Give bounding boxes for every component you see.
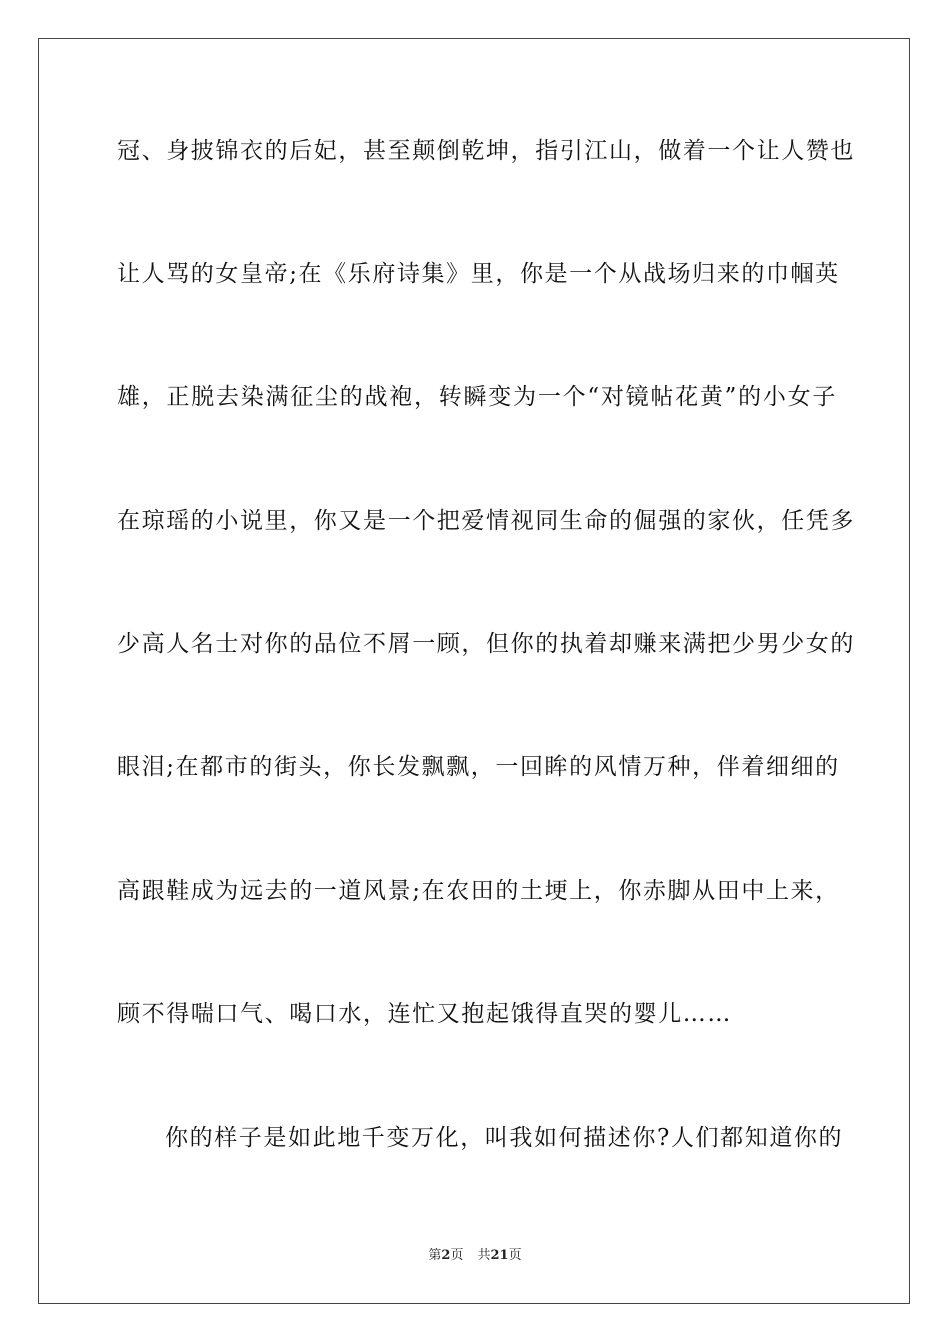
body-line-6: 眼泪;在都市的街头，你长发飘飘，一回眸的风情万种，伴着细细的: [117, 754, 840, 780]
page-prefix: 第: [428, 1248, 442, 1263]
body-line-8: 顾不得喘口气、喝口水，连忙又抱起饿得直哭的婴儿……: [117, 1001, 732, 1027]
page-frame: [38, 38, 910, 1304]
body-line-5: 少高人名士对你的品位不屑一顾，但你的执着却赚来满把少男少女的: [117, 631, 855, 657]
total-prefix: 共: [477, 1248, 491, 1263]
body-line-1: 冠、身披锦衣的后妃，甚至颠倒乾坤，指引江山，做着一个让人赞也: [117, 138, 855, 164]
body-line-2: 让人骂的女皇帝;在《乐府诗集》里，你是一个从战场归来的巾帼英: [117, 261, 840, 287]
body-line-4: 在琼瑶的小说里，你又是一个把爱情视同生命的倔强的家伙，任凭多: [117, 508, 855, 534]
total-pages: 21: [490, 1248, 509, 1263]
page-footer: [0, 1248, 950, 1264]
body-line-7: 高跟鞋成为远去的一道风景;在农田的土埂上，你赤脚从田中上来，: [117, 878, 840, 904]
body-line-9: 你的样子是如此地千变万化，叫我如何描述你?人们都知道你的: [165, 1125, 844, 1151]
total-suffix: 页: [508, 1248, 522, 1263]
body-line-3: 雄，正脱去染满征尘的战袍，转瞬变为一个“对镜帖花黄”的小女子: [117, 384, 837, 410]
page-number: 2: [441, 1248, 451, 1263]
page-suffix: 页: [450, 1248, 464, 1263]
